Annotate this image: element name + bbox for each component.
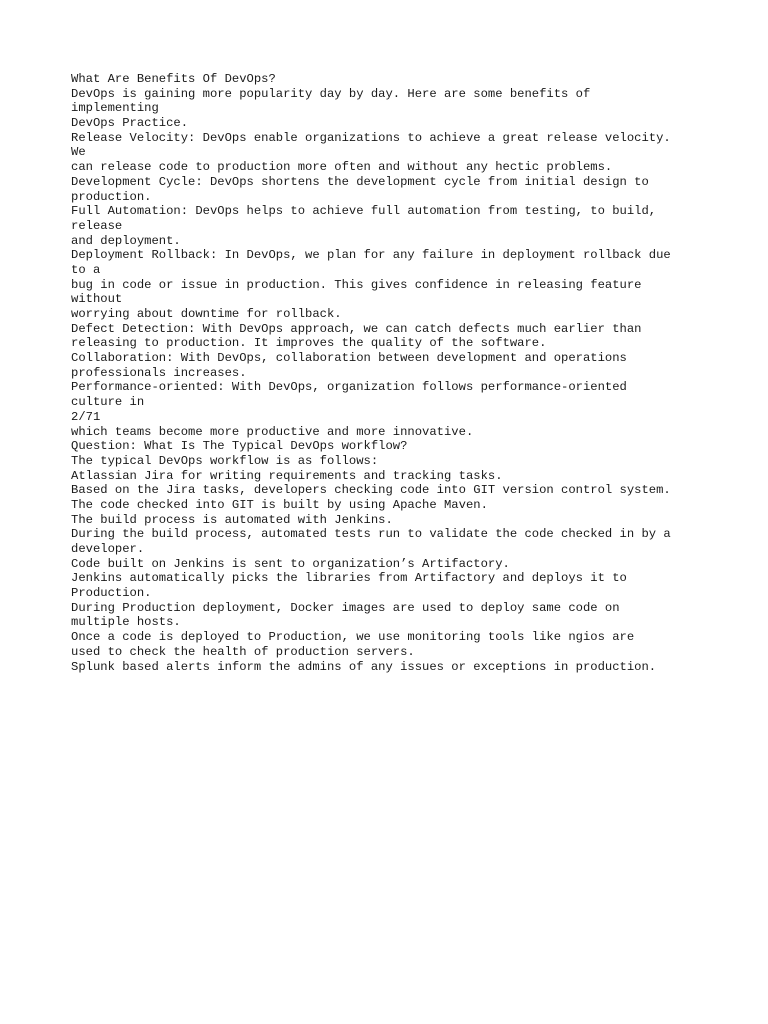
text-line: production.	[71, 189, 152, 204]
page-number: 2/71	[71, 409, 101, 424]
text-line: The build process is automated with Jenkins.	[71, 512, 393, 527]
text-line: Based on the Jira tasks, developers checking code into GIT version control system.	[71, 483, 671, 498]
text-line: Collaboration: With DevOps, collaboration between development and operations	[71, 351, 627, 366]
text-line: Full Automation: DevOps helps to achieve full automation from testing, to build,	[71, 204, 657, 219]
document-text-block	[71, 72, 711, 674]
text-line: implementing	[71, 101, 159, 116]
text-line: The code checked into GIT is built by using Apache Maven.	[71, 497, 488, 512]
text-line: DevOps Practice.	[71, 116, 189, 131]
text-line: release	[71, 218, 123, 233]
text-line: to a	[71, 262, 101, 277]
text-line: worrying about downtime for rollback.	[71, 307, 342, 321]
text-line: Release Velocity: DevOps enable organizations to achieve a great release velocity.	[71, 130, 671, 145]
text-line: Defect Detection: With DevOps approach, we can catch defects much earlier than	[71, 321, 642, 336]
text-line: can release code to production more often and without any hectic problems.	[71, 160, 613, 175]
text-line: professionals increases.	[71, 365, 247, 380]
text-line: Jenkins automatically picks the libraries from Artifactory and deploys it to	[71, 571, 627, 586]
text-line: DevOps is gaining more popularity day by day. Here are some benefits of	[71, 86, 591, 101]
text-line: Splunk based alerts inform the admins of any issues or exceptions in production.	[71, 659, 657, 674]
text-line: used to check the health of production servers.	[71, 644, 415, 659]
text-line: culture in	[71, 395, 145, 410]
text-line: bug in code or issue in production. This gives confidence in releasing feature	[71, 277, 642, 292]
text-line: without	[71, 292, 123, 307]
text-line: Performance-oriented: With DevOps, organization follows performance-oriented	[71, 380, 627, 395]
text-line: What Are Benefits Of DevOps?	[71, 72, 276, 86]
text-line: During Production deployment, Docker images are used to deploy same code on	[71, 600, 620, 615]
text-line: Question: What Is The Typical DevOps workflow?	[71, 439, 408, 454]
text-line: Development Cycle: DevOps shortens the development cycle from initial design to	[71, 174, 649, 189]
text-line: multiple hosts.	[71, 615, 181, 630]
text-line: developer.	[71, 542, 145, 556]
text-line: Production.	[71, 586, 152, 601]
text-line: Atlassian Jira for writing requirements and tracking tasks.	[71, 468, 503, 483]
text-line: Once a code is deployed to Production, we use monitoring tools like ngios are	[71, 630, 635, 645]
text-line: which teams become more productive and more innovative.	[71, 424, 474, 439]
text-line: During the build process, automated tests run to validate the code checked in by a	[71, 527, 671, 542]
text-line: Deployment Rollback: In DevOps, we plan for any failure in deployment rollback due	[71, 248, 671, 263]
text-line: Code built on Jenkins is sent to organization’s Artifactory.	[71, 556, 510, 571]
text-line: The typical DevOps workflow is as follows:	[71, 453, 379, 468]
text-line: releasing to production. It improves the quality of the software.	[71, 336, 547, 351]
text-line: and deployment.	[71, 233, 181, 248]
text-line: We	[71, 145, 86, 160]
